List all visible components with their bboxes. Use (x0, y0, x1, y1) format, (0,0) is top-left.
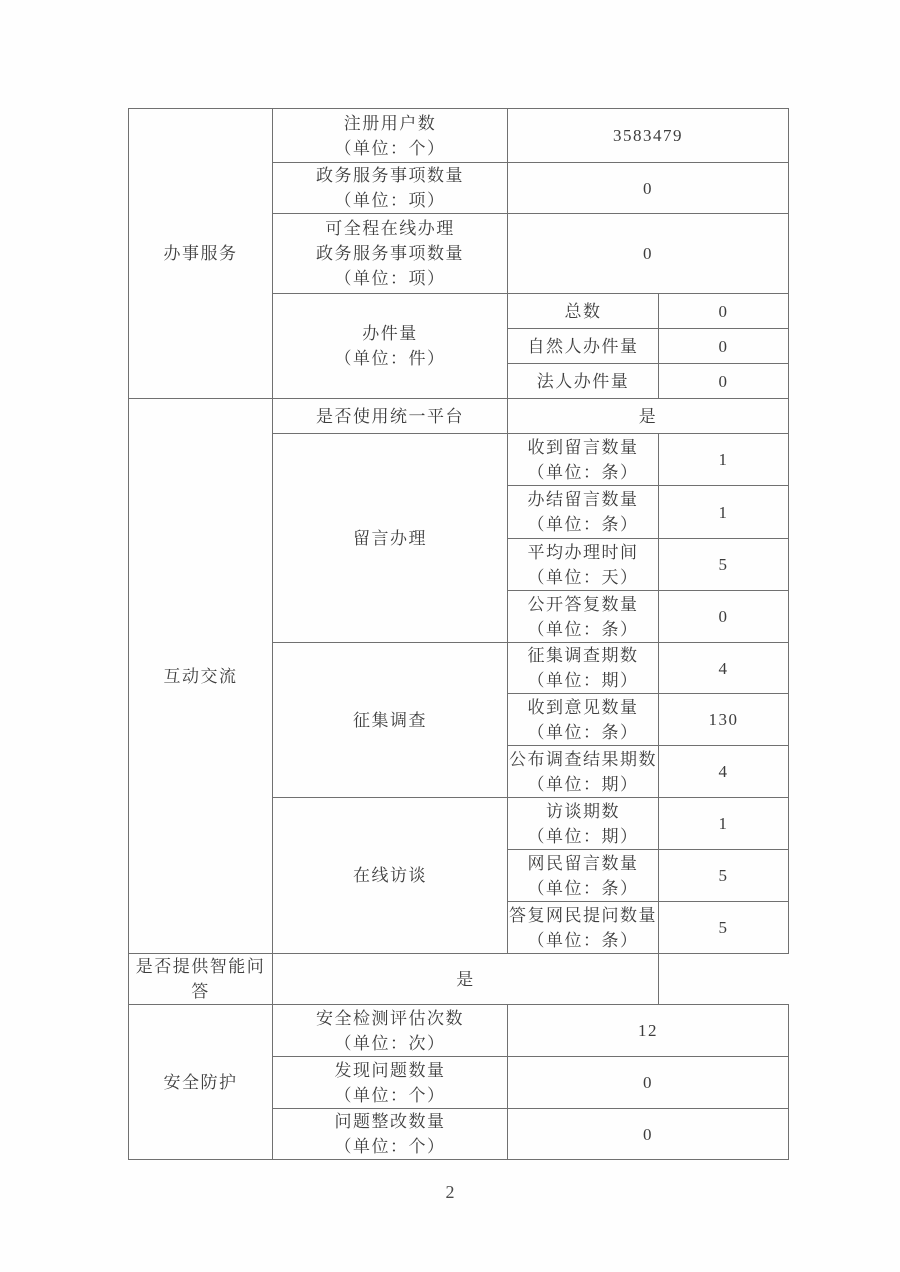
subitem-cell (508, 902, 659, 954)
subitem-cell (508, 850, 659, 902)
item-label: 安全检测评估次数 (316, 1008, 464, 1028)
category-label: 安全防护 (163, 1072, 238, 1092)
group-cell-zaixian: 在线访谈 (273, 798, 508, 954)
subitem-unit: （单位：条） (527, 515, 639, 534)
subitem-cell (508, 434, 659, 486)
group-cell-liuyan: 留言办理 (273, 434, 508, 643)
subitem-label: 平均办理时间 (527, 542, 639, 562)
value-cell: 0 (659, 294, 789, 329)
category-cell-banshi (129, 109, 273, 399)
item-cell (273, 163, 508, 214)
subitem-cell (508, 746, 659, 798)
subitem-unit: （单位：条） (527, 878, 639, 898)
subitem-unit: （单位：条） (527, 930, 639, 950)
item-label: 注册用户数 (343, 113, 437, 133)
subitem-unit: （单位：期） (527, 826, 639, 846)
subitem-unit: （单位：天） (527, 567, 639, 587)
table-row (129, 109, 789, 163)
subitem-cell (508, 643, 659, 694)
value-cell: 1 (659, 798, 789, 850)
category-cell-hudong (129, 399, 273, 954)
value-cell: 0 (659, 591, 789, 643)
value-cell: 0 (659, 329, 789, 364)
value-cell: 4 (659, 746, 789, 798)
table-row (129, 954, 789, 1005)
category-cell-anquan (129, 1005, 273, 1160)
subitem-label: 征集调查期数 (527, 646, 639, 665)
subitem-label: 答复网民提问数量 (509, 905, 657, 925)
item-cell: 是否使用统一平台 (273, 399, 508, 434)
value-cell: 1 (659, 486, 789, 539)
item-cell (273, 1057, 508, 1109)
item-unit: （单位：项） (334, 269, 446, 288)
value-cell: 3583479 (508, 109, 789, 163)
item-cell: 是否提供智能问答 (129, 954, 273, 1005)
subitem-label: 收到意见数量 (527, 697, 639, 717)
item-unit: （单位：次） (334, 1033, 446, 1053)
category-label: 互动交流 (163, 666, 238, 686)
subitem-label: 访谈期数 (546, 801, 620, 821)
table-row (129, 399, 789, 434)
value-cell: 5 (659, 902, 789, 954)
subitem-cell (508, 694, 659, 746)
item-label-2: 政务服务事项数量 (316, 244, 464, 263)
group-label: 办件量 (362, 324, 418, 343)
item-label: 可全程在线办理 (325, 219, 455, 238)
value-cell: 4 (659, 643, 789, 694)
subitem-cell: 总数 (508, 294, 659, 329)
annual-report-table (128, 108, 789, 1160)
subitem-label: 办结留言数量 (527, 490, 639, 509)
value-cell: 是 (508, 399, 789, 434)
subitem-label: 网民留言数量 (527, 853, 639, 873)
category-label: 办事服务 (163, 244, 238, 263)
item-unit: （单位：个） (334, 138, 446, 158)
value-cell: 1 (659, 434, 789, 486)
subitem-cell (508, 486, 659, 539)
page-number: 2 (445, 1182, 455, 1202)
subitem-unit: （单位：条） (527, 722, 639, 742)
subitem-label: 公开答复数量 (527, 594, 639, 614)
value-cell: 是 (273, 954, 659, 1005)
item-cell (273, 214, 508, 294)
value-cell: 12 (508, 1005, 789, 1057)
value-cell: 0 (659, 364, 789, 399)
subitem-cell (508, 591, 659, 643)
subitem-unit: （单位：期） (527, 774, 639, 794)
subitem-cell (508, 539, 659, 591)
item-unit: （单位：个） (334, 1137, 446, 1156)
value-cell: 5 (659, 539, 789, 591)
table-row (129, 1005, 789, 1057)
item-label: 政务服务事项数量 (316, 166, 464, 185)
value-cell: 5 (659, 850, 789, 902)
value-cell: 0 (508, 214, 789, 294)
subitem-cell: 自然人办件量 (508, 329, 659, 364)
subitem-unit: （单位：期） (527, 671, 639, 690)
item-unit: （单位：个） (334, 1085, 446, 1105)
value-cell: 0 (508, 1057, 789, 1109)
subitem-cell (508, 798, 659, 850)
subitem-cell: 法人办件量 (508, 364, 659, 399)
subitem-unit: （单位：条） (527, 462, 639, 482)
value-cell: 130 (659, 694, 789, 746)
item-unit: （单位：项） (334, 191, 446, 210)
subitem-label: 公布调查结果期数 (509, 749, 657, 769)
group-unit: （单位：件） (334, 349, 446, 368)
group-cell-banjianliang (273, 294, 508, 399)
item-cell (273, 1005, 508, 1057)
item-label: 发现问题数量 (334, 1060, 446, 1080)
value-cell: 0 (508, 1109, 789, 1160)
group-cell-zhengji: 征集调查 (273, 643, 508, 798)
item-label: 问题整改数量 (334, 1112, 446, 1131)
subitem-label: 收到留言数量 (527, 437, 639, 457)
item-cell (273, 1109, 508, 1160)
subitem-unit: （单位：条） (527, 619, 639, 639)
item-cell (273, 109, 508, 163)
value-cell: 0 (508, 163, 789, 214)
